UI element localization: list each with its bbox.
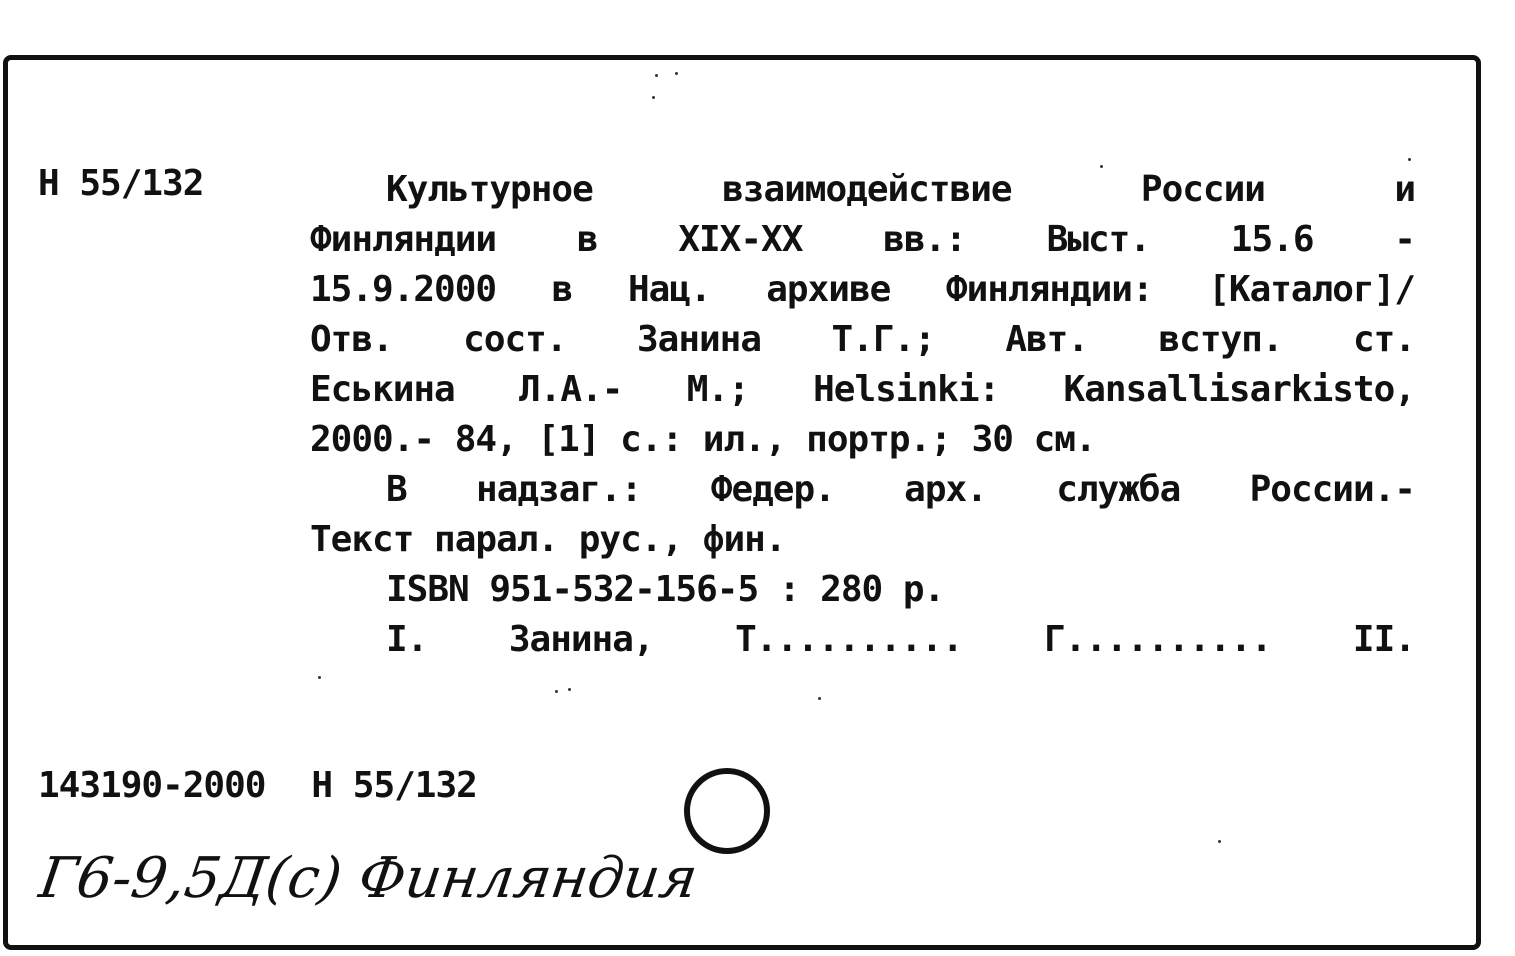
description-word: ст. — [1352, 319, 1415, 360]
description-word: Helsinki: — [813, 369, 1000, 410]
scan-speck — [318, 676, 321, 679]
description-word: Л.А.- — [519, 369, 623, 410]
scan-speck — [1218, 840, 1221, 843]
description-word: служба — [1056, 469, 1181, 510]
handwritten-classification-note: Г6-9,5Д(с) Финляндия — [35, 846, 702, 911]
description-word: в — [576, 219, 598, 260]
description-line — [310, 365, 1415, 415]
description-line — [310, 615, 1415, 665]
description-word: арх. — [904, 469, 987, 510]
description-word: Занина, — [508, 619, 654, 660]
description-word: XIX-XX — [678, 219, 803, 260]
description-line — [310, 165, 1415, 215]
scan-speck — [568, 688, 571, 691]
description-word: архиве — [766, 269, 891, 310]
description-line — [310, 265, 1415, 315]
description-word: Отв. — [310, 319, 393, 360]
description-line — [310, 415, 1415, 465]
description-word: Занина — [636, 319, 762, 360]
description-word: сост. — [463, 319, 567, 360]
card-footer-numbers — [38, 765, 477, 806]
scan-speck — [1100, 165, 1103, 168]
scan-speck — [555, 690, 558, 693]
scan-speck — [652, 96, 655, 99]
shelfmark: Н 55/132 — [38, 163, 204, 204]
description-word: 15.6 — [1230, 219, 1314, 260]
description-text: Текст парал. рус., фин. — [310, 519, 786, 560]
scan-speck — [818, 697, 821, 700]
shelfmark-bottom: Н 55/132 — [311, 765, 477, 806]
description-line — [310, 215, 1415, 265]
description-word: России.- — [1249, 469, 1415, 510]
scan-speck — [675, 72, 678, 75]
description-word: Kansallisarkisto, — [1063, 369, 1415, 410]
description-text: ISBN 951-532-156-5 : 280 р. — [386, 569, 945, 610]
description-word: Т.Г.; — [831, 319, 935, 360]
scan-speck — [655, 74, 658, 77]
description-word: Нац. — [627, 269, 711, 310]
description-line — [310, 565, 1415, 615]
description-line — [310, 315, 1415, 365]
description-text: 2000.- 84, [1] с.: ил., портр.; 30 см. — [310, 419, 1096, 460]
description-word: вв.: — [883, 219, 966, 260]
description-word: Выст. — [1046, 219, 1151, 260]
description-word: и — [1394, 169, 1415, 210]
bibliographic-description — [310, 165, 1415, 665]
description-word: В — [386, 469, 407, 510]
description-word: Культурное — [386, 169, 593, 210]
scan-speck — [1408, 158, 1411, 161]
description-word: - — [1394, 219, 1415, 260]
description-word: Федер. — [710, 469, 835, 510]
description-word: взаимодействие — [722, 169, 1012, 210]
description-word: Авт. — [1005, 319, 1089, 360]
description-word: [Каталог]/ — [1208, 269, 1415, 310]
description-word: 15.9.2000 — [310, 269, 497, 310]
description-word: Т.......... — [735, 619, 963, 660]
description-word: Г.......... — [1044, 619, 1272, 660]
description-word: в — [551, 269, 573, 310]
description-word: вступ. — [1158, 319, 1283, 360]
card-punch-hole — [684, 768, 770, 854]
description-word: Еськина — [310, 369, 455, 410]
inventory-number: 143190-2000 — [38, 765, 266, 806]
description-line — [310, 515, 1415, 565]
description-word: надзаг.: — [476, 469, 642, 510]
description-word: II. — [1352, 619, 1415, 660]
description-word: России — [1140, 169, 1265, 210]
description-word: Финляндии — [310, 219, 497, 260]
description-word: Финляндии: — [945, 269, 1153, 310]
description-word: М.; — [686, 369, 749, 410]
description-word: I. — [386, 619, 428, 660]
description-line — [310, 465, 1415, 515]
